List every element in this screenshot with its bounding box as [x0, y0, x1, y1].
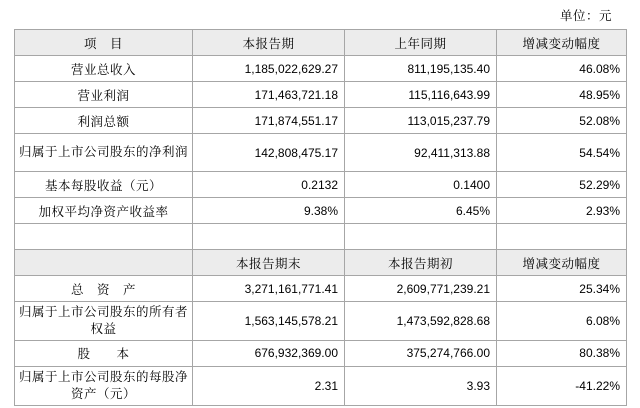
row-label: 营业总收入 — [15, 56, 193, 82]
financial-summary-table — [14, 29, 627, 406]
table-row — [15, 108, 627, 134]
table-header-row-1 — [15, 30, 627, 56]
table-row — [15, 134, 627, 172]
row-value-current: 171,874,551.17 — [193, 108, 345, 134]
table-row — [15, 366, 627, 405]
row-value-change: 6.08% — [497, 302, 627, 341]
table-row — [15, 340, 627, 366]
row-label: 加权平均净资产收益率 — [15, 198, 193, 224]
header-item: 项 目 — [15, 30, 193, 56]
table-row — [15, 172, 627, 198]
row-value-end: 3,271,161,771.41 — [193, 276, 345, 302]
row-value-change: 46.08% — [497, 56, 627, 82]
row-label: 利润总额 — [15, 108, 193, 134]
row-value-change: 2.93% — [497, 198, 627, 224]
row-label: 股 本 — [15, 340, 193, 366]
header-item-2 — [15, 250, 193, 276]
row-value-change: 52.29% — [497, 172, 627, 198]
header-period-end: 本报告期末 — [193, 250, 345, 276]
row-value-end: 2.31 — [193, 366, 345, 405]
table-section-spacer — [15, 224, 627, 250]
row-label: 总 资 产 — [15, 276, 193, 302]
row-value-change: -41.22% — [497, 366, 627, 405]
row-value-begin: 1,473,592,828.68 — [345, 302, 497, 341]
row-value-change: 48.95% — [497, 82, 627, 108]
row-label: 营业利润 — [15, 82, 193, 108]
row-value-prior: 6.45% — [345, 198, 497, 224]
row-value-current: 0.2132 — [193, 172, 345, 198]
row-value-prior: 0.1400 — [345, 172, 497, 198]
header-current-period: 本报告期 — [193, 30, 345, 56]
table-row — [15, 56, 627, 82]
header-change-rate: 增减变动幅度 — [497, 30, 627, 56]
row-value-current: 9.38% — [193, 198, 345, 224]
row-label: 归属于上市公司股东的每股净资产（元） — [15, 366, 193, 405]
row-value-begin: 375,274,766.00 — [345, 340, 497, 366]
row-value-current: 1,185,022,629.27 — [193, 56, 345, 82]
table-row — [15, 302, 627, 341]
row-value-end: 676,932,369.00 — [193, 340, 345, 366]
row-value-current: 142,808,475.17 — [193, 134, 345, 172]
row-value-end: 1,563,145,578.21 — [193, 302, 345, 341]
row-label: 基本每股收益（元） — [15, 172, 193, 198]
row-value-change: 52.08% — [497, 108, 627, 134]
row-value-prior: 115,116,643.99 — [345, 82, 497, 108]
header-period-begin: 本报告期初 — [345, 250, 497, 276]
row-value-change: 54.54% — [497, 134, 627, 172]
row-value-prior: 113,015,237.79 — [345, 108, 497, 134]
unit-note: 单位：元 — [559, 9, 612, 23]
row-label: 归属于上市公司股东的所有者权益 — [15, 302, 193, 341]
row-value-begin: 3.93 — [345, 366, 497, 405]
row-value-prior: 811,195,135.40 — [345, 56, 497, 82]
table-row — [15, 276, 627, 302]
table-row — [15, 198, 627, 224]
row-label: 归属于上市公司股东的净利润 — [15, 134, 193, 172]
row-value-begin: 2,609,771,239.21 — [345, 276, 497, 302]
row-value-change: 80.38% — [497, 340, 627, 366]
header-prior-period: 上年同期 — [345, 30, 497, 56]
row-value-current: 171,463,721.18 — [193, 82, 345, 108]
row-value-change: 25.34% — [497, 276, 627, 302]
table-row — [15, 82, 627, 108]
header-change-rate-2: 增减变动幅度 — [497, 250, 627, 276]
row-value-prior: 92,411,313.88 — [345, 134, 497, 172]
table-header-row-2 — [15, 250, 627, 276]
